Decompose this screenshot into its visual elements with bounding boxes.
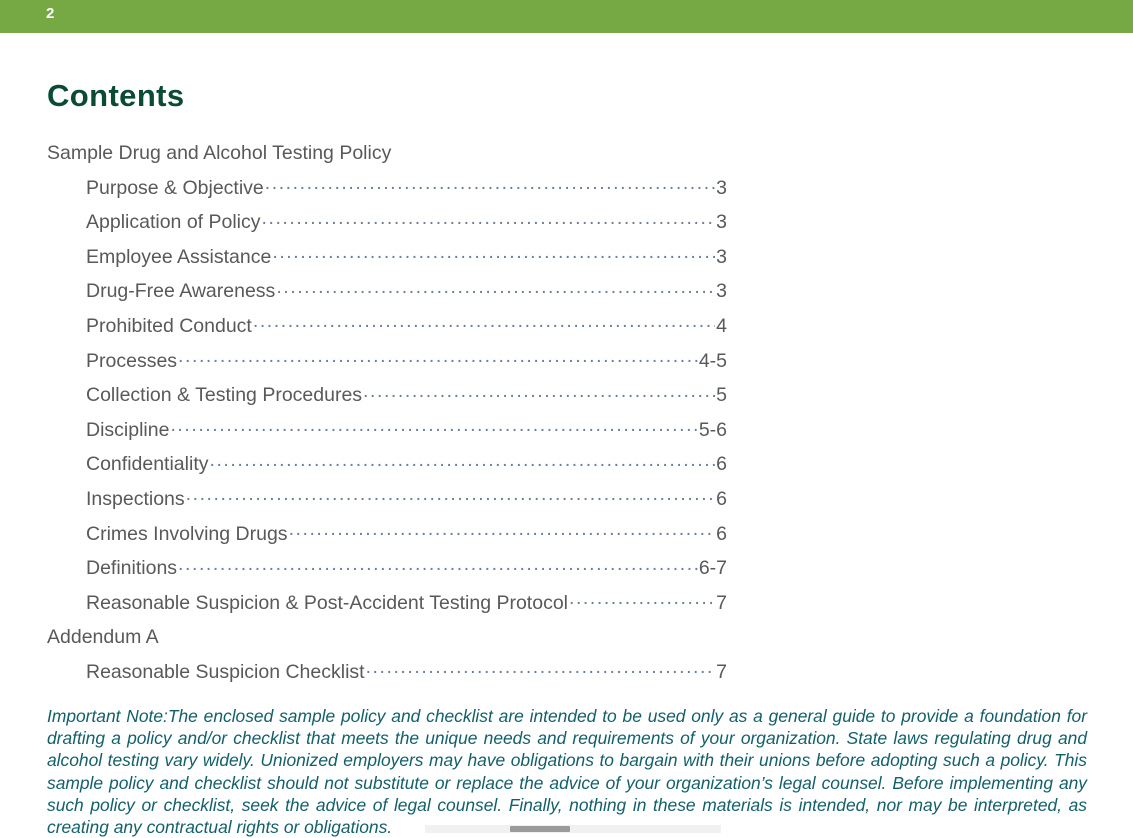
toc-page-number: 5-6 (698, 418, 727, 441)
toc-page-number: 7 (716, 660, 727, 683)
toc-page-number: 3 (716, 245, 727, 268)
toc-entry-label: Processes (86, 349, 178, 372)
toc-entry-label: Purpose & Objective (86, 176, 264, 199)
important-note-body: The enclosed sample policy and checklist are intended to be used only as a general guide to provide a foundation for drafting a policy and/or checklist that meets the unique needs and requirements of your organization. State laws regulating drug and alcohol testing vary widely. Unionized employers may have obligations to bargain with their unions before adopting such a policy. This sample policy and checklist should not substitute or replace the advice of your organization’s legal counsel. Before implementing any such policy or checklist, seek the advice of legal counsel. Finally, nothing in these materials is intended, nor may be interpreted, as creating any contractual rights or obligations. (47, 706, 1087, 838)
toc-dot-leader (262, 209, 716, 229)
toc-entry-row[interactable] (47, 655, 727, 690)
toc-page-number: 3 (716, 176, 727, 199)
toc-dot-leader (392, 140, 726, 160)
toc-page-number: 6 (716, 487, 727, 510)
toc-dot-leader (265, 174, 715, 194)
toc-dot-leader (178, 347, 698, 367)
toc-entry-row[interactable] (47, 378, 727, 413)
toc-dot-leader (289, 520, 716, 540)
toc-section-row[interactable] (47, 620, 727, 655)
toc-entry-row[interactable] (47, 240, 727, 275)
toc-dot-leader (209, 451, 715, 471)
toc-entry-label: Definitions (86, 557, 178, 580)
toc-entry-label: Reasonable Suspicion Checklist (86, 660, 365, 683)
toc-entry-row[interactable] (47, 171, 727, 206)
toc-dot-leader (186, 485, 715, 505)
toc-entry-label: Inspections (86, 487, 185, 510)
toc-page-number: 6-7 (698, 557, 727, 580)
toc-entry-label: Confidentiality (86, 453, 209, 476)
toc-page-number: 5 (716, 384, 727, 407)
toc-entry-row[interactable] (47, 205, 727, 240)
important-note-lead: Important Note: (47, 706, 168, 726)
toc-entry-row[interactable] (47, 447, 727, 482)
horizontal-scrollbar[interactable] (425, 825, 721, 833)
toc-dot-leader (178, 555, 698, 575)
toc-entry-label: Crimes Involving Drugs (86, 522, 288, 545)
toc-entry-label: Application of Policy (86, 211, 261, 234)
toc-entry-row[interactable] (47, 309, 727, 344)
toc-dot-leader (253, 312, 715, 332)
toc-page-number: 7 (716, 591, 727, 614)
toc-entry-row[interactable] (47, 274, 727, 309)
toc-entry-label: Employee Assistance (86, 245, 272, 268)
toc-page-number: 3 (716, 280, 727, 303)
important-note (47, 705, 1087, 838)
toc-dot-leader (366, 658, 716, 678)
page-header-band (0, 0, 1133, 33)
toc-dot-leader (363, 382, 715, 402)
toc-page-number: 3 (716, 211, 727, 234)
toc-page-number: 6 (716, 453, 727, 476)
toc-page-number: 4-5 (698, 349, 727, 372)
toc-entry-label: Drug-Free Awareness (86, 280, 276, 303)
toc-dot-leader (170, 416, 697, 436)
scrollbar-thumb[interactable] (510, 826, 570, 832)
toc-entry-row[interactable] (47, 413, 727, 448)
toc-entry-row[interactable] (47, 551, 727, 586)
toc-entry-label: Collection & Testing Procedures (86, 384, 363, 407)
toc-dot-leader (160, 624, 726, 644)
toc-entry-label: Addendum A (47, 626, 159, 649)
toc-page-number: 4 (716, 314, 727, 337)
page-number: 2 (46, 5, 55, 22)
toc-entry-row[interactable] (47, 482, 727, 517)
toc-entry-row[interactable] (47, 344, 727, 379)
toc-page-number: 6 (716, 522, 727, 545)
toc-section-row[interactable] (47, 136, 727, 171)
toc-entry-row[interactable] (47, 586, 727, 621)
toc-dot-leader (272, 243, 715, 263)
toc-entry-label: Reasonable Suspicion & Post-Accident Testing Protocol (86, 591, 568, 614)
toc-entry-label: Discipline (86, 418, 170, 441)
toc-entry-label: Prohibited Conduct (86, 314, 252, 337)
page-title: Contents (47, 78, 185, 113)
table-of-contents (47, 136, 727, 690)
toc-dot-leader (276, 278, 715, 298)
toc-entry-label: Sample Drug and Alcohol Testing Policy (47, 142, 392, 164)
toc-entry-row[interactable] (47, 517, 727, 552)
document-page (0, 33, 1133, 838)
toc-dot-leader (569, 589, 715, 609)
